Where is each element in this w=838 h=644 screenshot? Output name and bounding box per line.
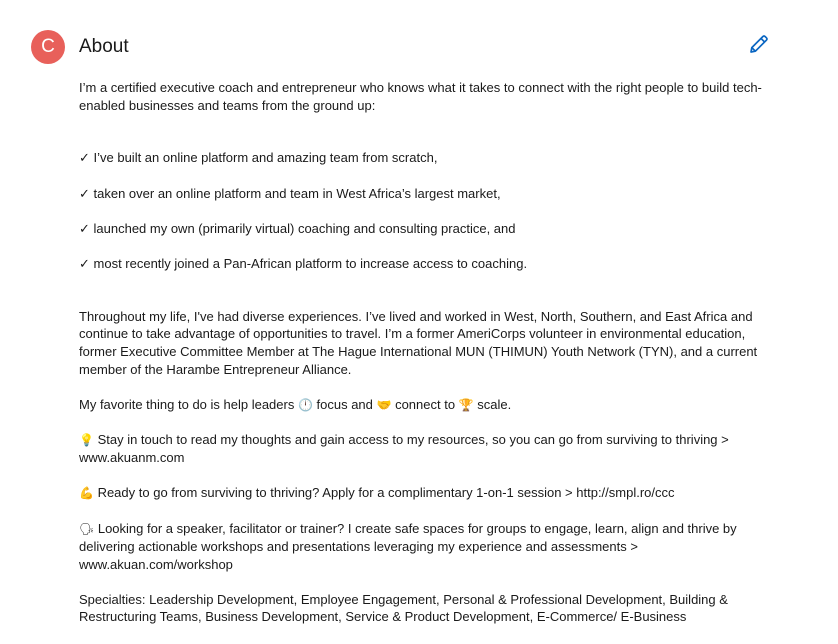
trophy-icon: 🏆 <box>458 397 474 412</box>
stay-in-touch-paragraph <box>79 431 769 467</box>
session-link[interactable]: http://smpl.ro/ccc <box>576 485 675 501</box>
section-title: About <box>79 36 129 57</box>
lightbulb-icon: 💡 <box>79 433 94 448</box>
speaker-paragraph <box>79 520 769 573</box>
list-item: ✓ taken over an online platform and team in West Africa’s largest market, <box>79 185 501 201</box>
favorite-text: scale. <box>473 396 512 412</box>
clock-icon: 🕛 <box>297 397 313 412</box>
list-item: ✓ launched my own (primarily virtual) coaching and consulting practice, and <box>79 220 516 236</box>
achievements-list <box>79 132 769 290</box>
favorite-text: focus and <box>312 396 377 412</box>
speaker-text: Looking for a speaker, facilitator or trainer? I create safe spaces for groups to engage, learn, align and thrive by delivering actionable workshops and presentations leveraging my experience and assessments > <box>79 521 737 555</box>
workshop-link[interactable]: www.akuan.com/workshop <box>79 556 233 572</box>
stay-in-touch-text: Stay in touch to read my thoughts and gain access to my resources, so you can go from surviving to thriving > <box>93 432 729 448</box>
avatar[interactable]: C <box>31 30 65 64</box>
handshake-icon: 🤝 <box>376 397 392 412</box>
flexed-biceps-icon: 💪 <box>79 486 94 501</box>
specialties-paragraph: Specialties: Leadership Development, Employee Engagement, Personal & Professional Development, Building & Restructuring Teams, Business Development, Service & Product Development, E-Commerce/ E-Business <box>79 591 728 625</box>
edit-about-button[interactable] <box>747 32 771 56</box>
list-item: ✓ I’ve built an online platform and amazing team from scratch, <box>79 150 438 166</box>
ready-text: Ready to go from surviving to thriving? Apply for a complimentary 1-on-1 session > <box>93 485 577 501</box>
website-link[interactable]: www.akuanm.com <box>79 450 185 466</box>
pencil-icon <box>747 32 771 56</box>
intro-paragraph: I’m a certified executive coach and entrepreneur who knows what it takes to connect with the right people to build tech-enabled businesses and teams from the ground up: <box>79 80 762 113</box>
ready-paragraph <box>79 484 769 502</box>
about-header <box>31 30 771 64</box>
speaking-head-icon: 🗣 <box>79 522 95 537</box>
favorite-text: connect to <box>391 396 459 412</box>
favorite-paragraph <box>79 396 769 414</box>
favorite-text: My favorite thing to do is help leaders <box>79 396 298 412</box>
experience-paragraph: Throughout my life, I've had diverse experiences. I’ve lived and worked in West, North, Southern, and East Africa and continue to take advantage of opportunities to travel. I’m a former AmeriCorps volunteer in environmental education, former Executive Committee Member at The Hague International MUN (THIMUN) Youth Network (TYN), and a current member of the Harambe Entrepreneur Alliance. <box>79 308 758 377</box>
list-item: ✓ most recently joined a Pan-African platform to increase access to coaching. <box>79 255 528 271</box>
about-content <box>79 79 769 644</box>
